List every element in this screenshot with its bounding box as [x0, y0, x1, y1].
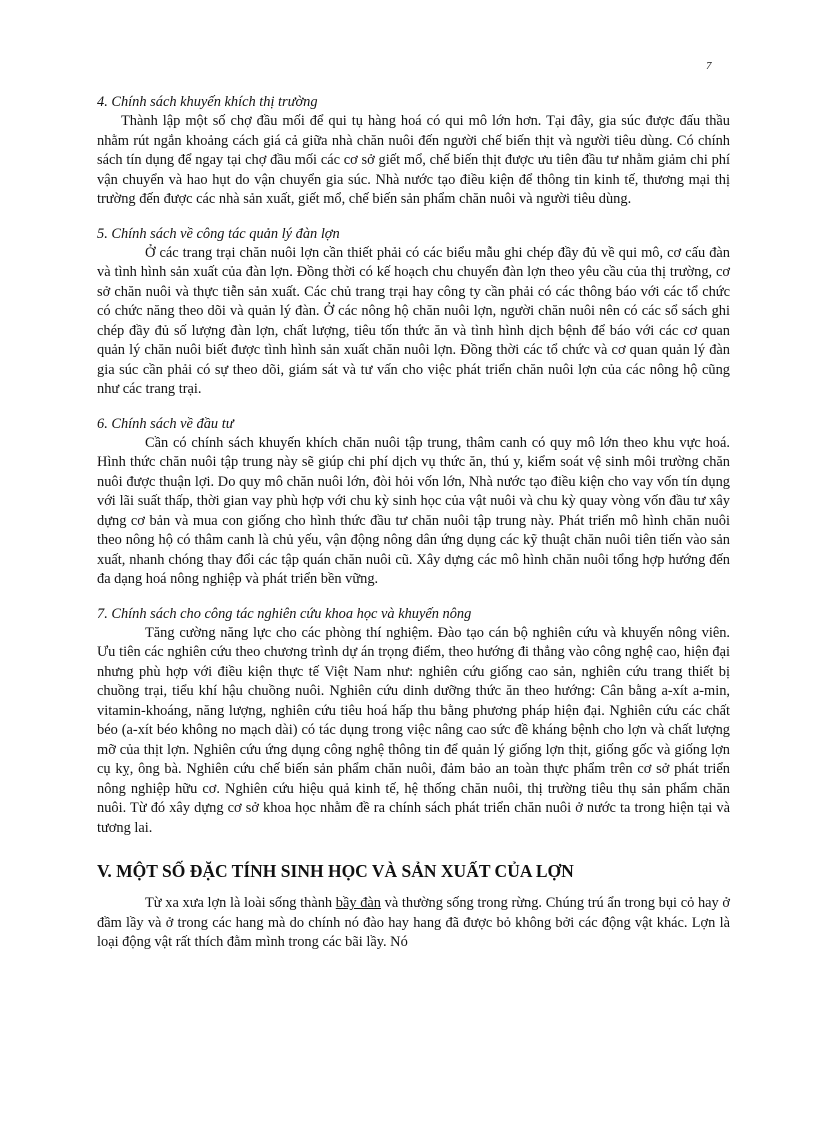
- section-heading: 6. Chính sách về đầu tư: [97, 415, 234, 432]
- section-market-policy: [97, 94, 730, 210]
- chapter-text-end: và thường sống trong rừng. Chúng trú ẩn trong bụi cỏ hay ở đầm lầy và ở trong các hang mà do chính nó đào hay hang đã được bỏ không bởi các động vật khác. Lợn là loại động vật rất thích đằm mình trong các bãi lầy. Nó: [97, 895, 731, 950]
- page-number: 7: [706, 60, 712, 72]
- section-research-extension-policy: [97, 606, 730, 839]
- section-heading: 5. Chính sách về công tác quản lý đàn lợn: [97, 225, 340, 242]
- underlined-term: bầy đàn: [335, 895, 381, 911]
- section-paragraph: Thành lập một số chợ đầu mối để qui tụ hàng hoá có qui mô lớn hơn. Tại đây, gia súc được đấu thầu nhằm rút ngắn khoảng cách giá cả giữa nhà chăn nuôi đến người chế biến thịt và người tiêu dùng. Có chính sách tín dụng để ngay tại chợ đầu mối các cơ sở giết mổ, chế biến thịt được ưu tiên đầu tư nhằm giảm chi phí vận chuyển và hao hụt do vận chuyển gia súc. Nhà nước tạo điều kiện để thông tin kinh tế, thương mại thị trường đến được các nhà sản xuất, giết mổ, chế biến sản phẩm chăn nuôi và người tiêu dùng.: [97, 113, 730, 207]
- section-paragraph: Tăng cường năng lực cho các phòng thí nghiệm. Đào tạo cán bộ nghiên cứu và khuyến nông viên. Ưu tiên các nghiên cứu theo chương trình dự án trọng điểm, theo hướng đi thẳng vào công nghệ cao, hiện đại nhưng phù hợp với điều kiện thực tế Việt Nam như: nghiên cứu giống cao sản, nghiên cứu trang thiết bị chuồng trại, tiểu khí hậu chuồng nuôi. Nghiên cứu dinh dưỡng thức ăn theo hướng: Cân bằng a-xít a-min, vitamin-khoáng, năng lượng, nghiên cứu tiêu hoá hấp thu bằng phương pháp hiện đại. Nghiên cứu các chất béo (a-xít béo không no mạch dài) có tác dụng trong việc nâng cao sức đề kháng bệnh cho lợn và chất lượng mỡ của thịt lợn. Nghiên cứu ứng dụng công nghệ thông tin để quản lý giống lợn thịt, giống gốc và giống lợn cụ kỵ, ông bà. Nghiên cứu chế biến sản phẩm chăn nuôi, đảm bảo an toàn thực phẩm trên cơ sở phát triển nông nghiệp hữu cơ. Nghiên cứu hiệu quả kinh tế, hệ thống chăn nuôi, thị trường tiêu thụ sản phẩm chăn nuôi. Từ đó xây dựng cơ sở khoa học nhằm đề ra chính sách phát triển chăn nuôi ở nước ta trong hiện tại và tương lai.: [97, 624, 730, 836]
- chapter-text-start: Từ xa xưa lợn là loài sống thành: [145, 895, 336, 911]
- section-investment-policy: [97, 416, 730, 590]
- chapter-paragraph: [97, 894, 730, 953]
- section-herd-management-policy: [97, 226, 730, 400]
- document-content: [97, 94, 730, 953]
- chapter-title: V. MỘT SỐ ĐẶC TÍNH SINH HỌC VÀ SẢN XUẤT CỦA LỢN: [97, 861, 574, 881]
- section-heading: 7. Chính sách cho công tác nghiên cứu khoa học và khuyến nông: [97, 605, 472, 622]
- section-paragraph: Ở các trang trại chăn nuôi lợn cần thiết phải có các biểu mẫu ghi chép đầy đủ về qui mô, cơ cấu đàn và tình hình sản xuất của đàn lợn. Đồng thời có kế hoạch chu chuyển đàn lợn theo yêu cầu của thị trường, cơ sở chăn nuôi và thực tiễn sản xuất. Các chủ trang trại hay công ty cần phải có các thông báo với các tổ chức có chức năng theo dõi và quản lý đàn. Ở các nông hộ chăn nuôi lợn, người chăn nuôi nên có các sổ sách ghi chép đầy đủ số lượng đàn lợn, chất lượng, tiêu tốn thức ăn và tình hình dịch bệnh để báo với các cơ quan quản lý chăn nuôi biết được tình hình sản xuất chăn nuôi lợn. Đồng thời các tổ chức và cơ quan quản lý đàn gia súc cần phải có sự theo dõi, giám sát và tư vấn cho việc phát triển chăn nuôi lợn của các nông hộ cũng như các trang trại.: [97, 244, 730, 397]
- section-heading: 4. Chính sách khuyến khích thị trường: [97, 94, 318, 110]
- section-paragraph: Cần có chính sách khuyến khích chăn nuôi tập trung, thâm canh có quy mô lớn theo khu vực hoá. Hình thức chăn nuôi tập trung này sẽ giúp chi phí dịch vụ thức ăn, thú y, kiểm soát vệ sinh môi trường chăn nuôi được thuận lợi. Do quy mô chăn nuôi lớn, đòi hỏi vốn lớn, Nhà nước tạo điều kiện cho vay vốn tín dụng với lãi suất thấp, thời gian vay phù hợp với chu kỳ sinh học của vật nuôi và chu kỳ quay vòng vốn đầu tư xây dựng cơ bản và mua con giống cho hình thức đầu tư chăn nuôi tập trung này. Phát triển mô hình chăn nuôi theo nông hộ có thâm canh là chủ yếu, vận động nông dân ứng dụng các kỹ thuật chăn nuôi tiên tiến vào sản xuất, nhanh chóng thay đổi các tập quán chăn nuôi cũ. Xây dựng các mô hình chăn nuôi tổng hợp hướng đến đa dạng hoá nông nghiệp và phát triển bền vững.: [97, 434, 730, 587]
